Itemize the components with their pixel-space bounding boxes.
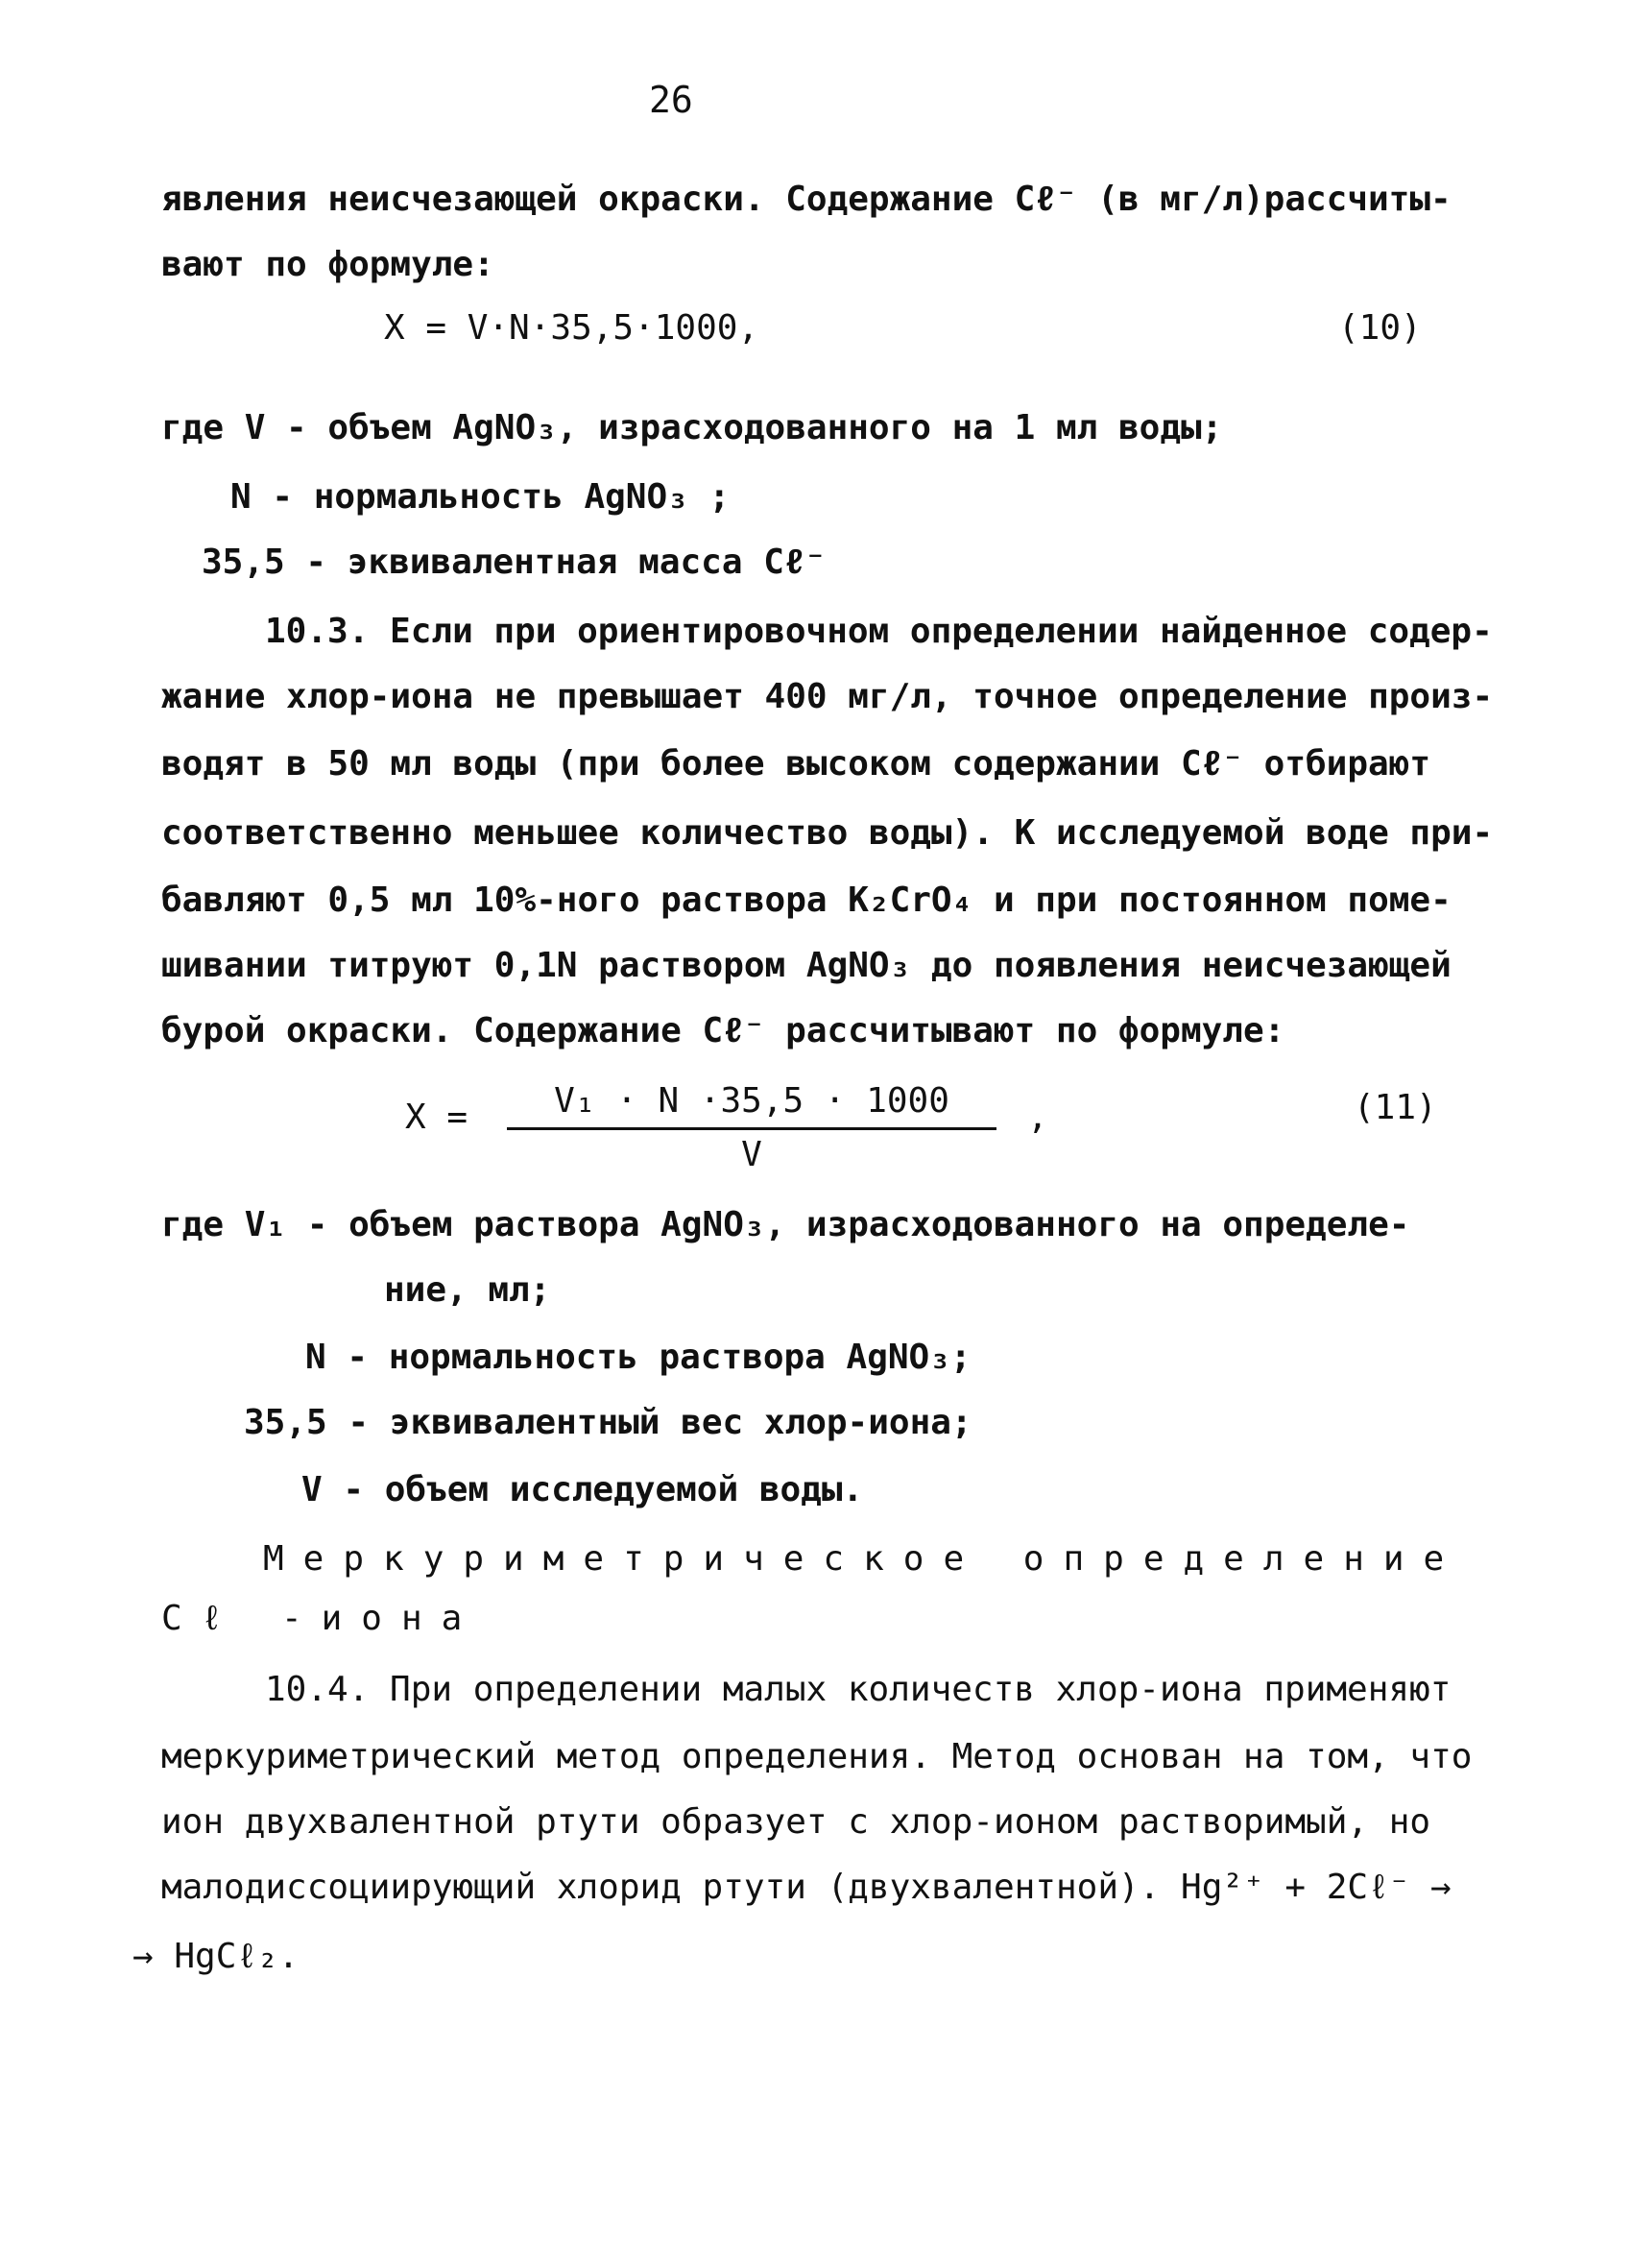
text-line: ион двухвалентной ртути образует с хлор-ионом растворимый, но <box>161 1802 1431 1842</box>
text-line: где V - объем AgNO₃, израсходованного на 1 мл воды; <box>161 408 1223 447</box>
section-heading: Меркуриметрическое определение <box>263 1539 1464 1579</box>
text-line: шивании титруют 0,1N раствором AgNO₃ до появления неисчезающей <box>161 946 1452 985</box>
page-number: 26 <box>649 79 693 121</box>
text-line: где V₁ - объем раствора AgNO₃, израсходованного на определе- <box>161 1205 1410 1244</box>
formula-10: X = V·N·35,5·1000, <box>384 308 759 348</box>
text-line: водят в 50 мл воды (при более высоком содержании Cℓ⁻ отбирают <box>161 744 1431 784</box>
text-line: V - объем исследуемой воды. <box>301 1470 864 1509</box>
text-line: меркуриметрический метод определения. Метод основан на том, что <box>161 1737 1473 1776</box>
text-line: 35,5 - эквивалентная масса Cℓ⁻ <box>202 543 827 582</box>
text-line: 35,5 - эквивалентный вес хлор-иона; <box>244 1403 972 1442</box>
formula-11-lhs: X = <box>405 1098 468 1137</box>
fraction-bar <box>507 1127 996 1130</box>
text-line: вают по формуле: <box>161 245 494 284</box>
text-line: N - нормальность раствора AgNO₃; <box>305 1338 972 1377</box>
formula-11-denominator: V <box>741 1135 762 1174</box>
formula-11-numerator: V₁ · N ·35,5 · 1000 <box>554 1081 949 1121</box>
formula-11-comma: , <box>1027 1098 1048 1137</box>
text-line: 10.3. Если при ориентировочном определении найденное содер- <box>265 612 1493 651</box>
text-line: N - нормальность AgNO₃ ; <box>230 477 731 517</box>
formula-11-number: (11) <box>1354 1088 1437 1127</box>
formula-10-number: (10) <box>1338 308 1422 348</box>
text-line: соответственно меньшее количество воды). К исследуемой воде при- <box>161 813 1494 853</box>
text-line: ние, мл; <box>384 1270 551 1310</box>
text-line: бурой окраски. Содержание Cℓ⁻ рассчитывают по формуле: <box>161 1011 1285 1050</box>
text-line: бавляют 0,5 мл 10%-ного раствора K₂CrO₄ и при постоянном поме- <box>161 881 1452 920</box>
text-line: явления неисчезающей окраски. Содержание Cℓ⁻ (в мг/л)рассчиты- <box>161 180 1452 219</box>
text-line: малодиссоциирующий хлорид ртути (двухвалентной). Hg²⁺ + 2Cℓ⁻ → <box>161 1868 1452 1907</box>
text-line: → HgCℓ₂. <box>132 1937 300 1976</box>
section-heading: Cℓ -иона <box>161 1599 482 1638</box>
text-line: 10.4. При определении малых количеств хлор-иона применяют <box>265 1670 1452 1709</box>
text-line: жание хлор-иона не превышает 400 мг/л, точное определение произ- <box>161 677 1494 716</box>
